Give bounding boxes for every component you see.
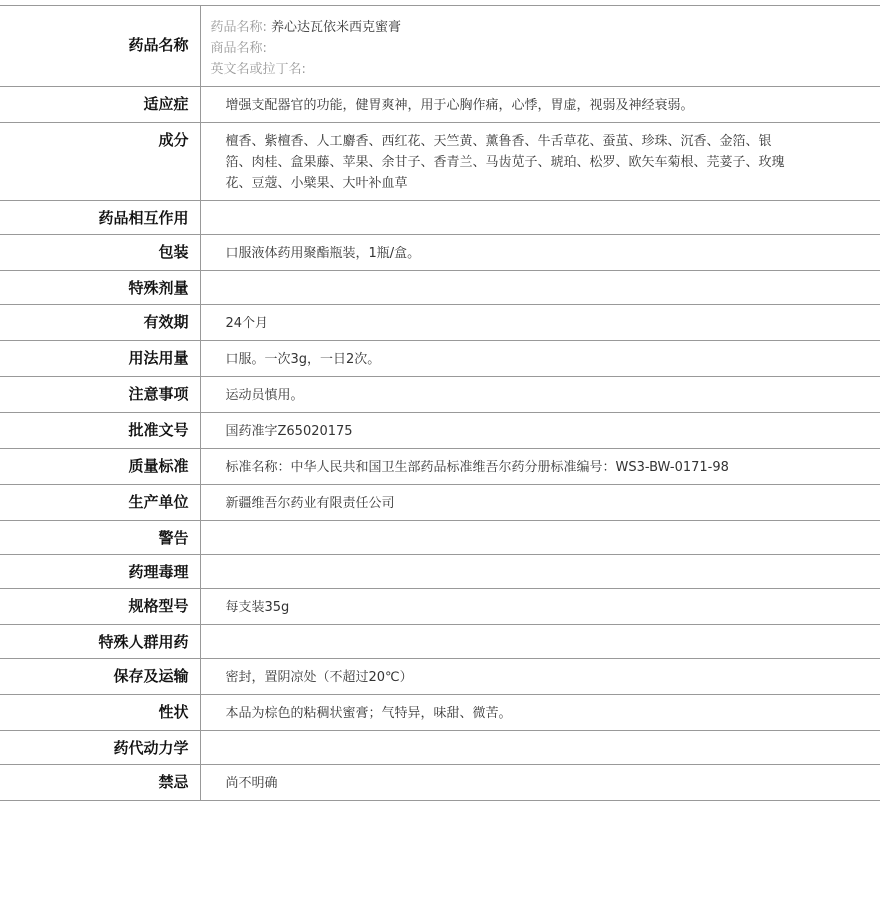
row-label-special-population: 特殊人群用药 [0, 625, 200, 659]
row-label-storage: 保存及运输 [0, 659, 200, 695]
row-contraindications [0, 765, 880, 801]
row-value-name [200, 6, 880, 87]
english-name-label: 英文名或拉丁名: [210, 62, 306, 77]
row-value-description: 本品为棕色的粘稠状蜜膏；气特异，味甜、微苦。 [200, 695, 880, 731]
generic-name-label: 药品名称: [210, 20, 267, 35]
row-quality-standard [0, 449, 880, 485]
row-value-precautions: 运动员慎用。 [200, 377, 880, 413]
row-shelf-life [0, 305, 880, 341]
row-label-contraindications: 禁忌 [0, 765, 200, 801]
row-indications [0, 87, 880, 123]
row-value-interactions [200, 201, 880, 235]
row-value-pharmacology [200, 555, 880, 589]
row-ingredients [0, 123, 880, 201]
row-value-warning [200, 521, 880, 555]
row-precautions [0, 377, 880, 413]
row-value-approval-no: 国药准字Z65020175 [200, 413, 880, 449]
row-manufacturer [0, 485, 880, 521]
row-special-dosage [0, 271, 880, 305]
row-value-ingredients: 檀香、紫檀香、人工麝香、西红花、天竺黄、薰鲁香、牛舌草花、蚕茧、珍珠、沉香、金箔、银箔、肉桂、盒果藤、苹果、余甘子、香青兰、马齿苋子、琥珀、松罗、欧矢车菊根、芫荽子、玫瑰花、豆蔻、小檗果、大叶补血草 [200, 123, 880, 201]
row-label-shelf-life: 有效期 [0, 305, 200, 341]
row-label-approval-no: 批准文号 [0, 413, 200, 449]
row-label-description: 性状 [0, 695, 200, 731]
row-value-packaging: 口服液体药用聚酯瓶装，1瓶/盒。 [200, 235, 880, 271]
row-value-specification: 每支装35g [200, 589, 880, 625]
row-label-ingredients: 成分 [0, 123, 200, 201]
row-value-quality-standard: 标准名称：中华人民共和国卫生部药品标准维吾尔药分册标准编号：WS3-BW-0171-98 [200, 449, 880, 485]
trade-name-line [211, 38, 880, 59]
generic-name-value: 养心达瓦依米西克蜜膏 [271, 20, 402, 35]
row-value-shelf-life: 24个月 [200, 305, 880, 341]
row-label-name: 药品名称 [0, 6, 200, 87]
row-label-warning: 警告 [0, 521, 200, 555]
row-pharmacokinetics [0, 731, 880, 765]
row-label-pharmacokinetics: 药代动力学 [0, 731, 200, 765]
row-value-pharmacokinetics [200, 731, 880, 765]
row-packaging [0, 235, 880, 271]
row-description [0, 695, 880, 731]
row-value-manufacturer: 新疆维吾尔药业有限责任公司 [200, 485, 880, 521]
row-pharmacology [0, 555, 880, 589]
row-value-contraindications: 尚不明确 [200, 765, 880, 801]
row-label-interactions: 药品相互作用 [0, 201, 200, 235]
drug-info-table [0, 5, 880, 801]
generic-name-line [211, 17, 880, 38]
row-label-indications: 适应症 [0, 87, 200, 123]
row-label-usage: 用法用量 [0, 341, 200, 377]
english-name-line [211, 59, 880, 80]
row-value-special-dosage [200, 271, 880, 305]
row-label-packaging: 包装 [0, 235, 200, 271]
row-usage [0, 341, 880, 377]
row-value-special-population [200, 625, 880, 659]
row-label-special-dosage: 特殊剂量 [0, 271, 200, 305]
row-storage [0, 659, 880, 695]
row-special-population [0, 625, 880, 659]
row-value-storage: 密封，置阴凉处（不超过20℃） [200, 659, 880, 695]
row-name [0, 6, 880, 87]
row-value-indications: 增强支配器官的功能，健胃爽神，用于心胸作痛，心悸，胃虚，视弱及神经衰弱。 [200, 87, 880, 123]
trade-name-label: 商品名称: [210, 41, 267, 56]
row-interactions [0, 201, 880, 235]
row-value-usage: 口服。一次3g，一日2次。 [200, 341, 880, 377]
row-specification [0, 589, 880, 625]
row-label-precautions: 注意事项 [0, 377, 200, 413]
row-label-manufacturer: 生产单位 [0, 485, 200, 521]
row-label-pharmacology: 药理毒理 [0, 555, 200, 589]
row-label-specification: 规格型号 [0, 589, 200, 625]
row-warning [0, 521, 880, 555]
row-approval-no [0, 413, 880, 449]
row-label-quality-standard: 质量标准 [0, 449, 200, 485]
